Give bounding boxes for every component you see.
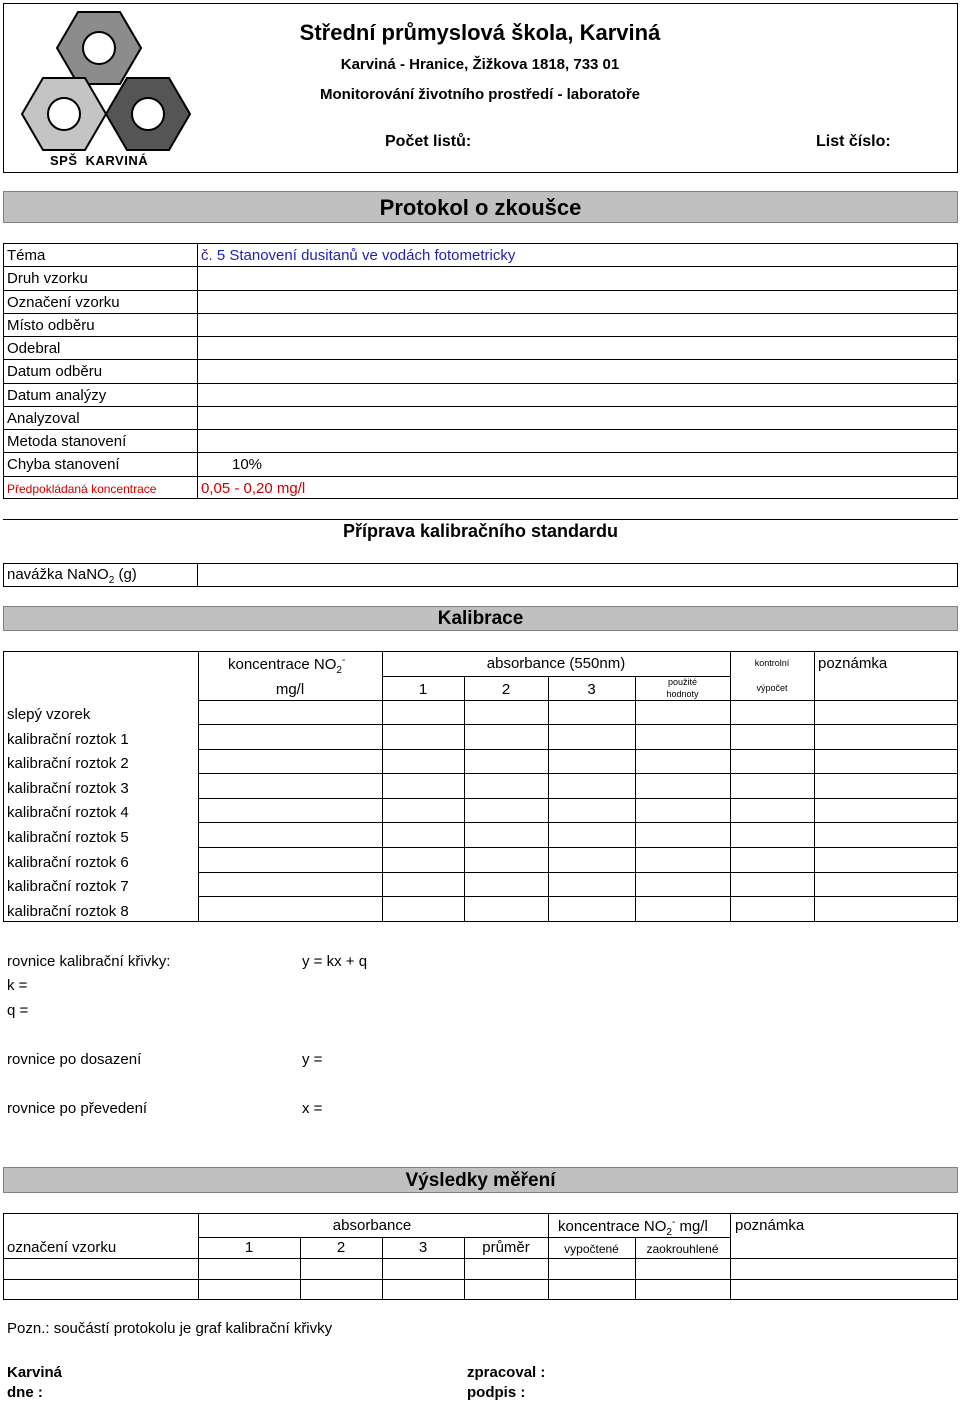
curve-formula: y = kx + q <box>302 953 368 970</box>
standard-section-title <box>3 519 958 543</box>
res-col-sample: označení vzorku <box>7 1239 117 1256</box>
info-label: Metoda stanovení <box>7 433 127 450</box>
res-col-calc: vypočtené <box>564 1242 619 1256</box>
logo-text: SPŠ KARVINÁ <box>50 153 149 168</box>
curve-label: rovnice kalibrační křivky: <box>7 953 171 970</box>
info-value[interactable]: 0,05 - 0,20 mg/l <box>201 480 306 497</box>
lab-name: Monitorování životního prostředí - laboratoře <box>319 86 640 103</box>
info-label: Místo odběru <box>7 317 95 334</box>
school-name: Střední průmyslová škola, Karviná <box>299 20 661 45</box>
res-col-avg: průměr <box>482 1239 530 1256</box>
sheet-number-label: List číslo: <box>816 133 891 150</box>
calib-abs-3: 3 <box>587 681 596 698</box>
conv-formula: x = <box>302 1100 323 1117</box>
res-col-note: poznámka <box>735 1217 805 1234</box>
calibration-row-label: kalibrační roztok 8 <box>7 903 129 920</box>
nut-icon <box>57 12 141 84</box>
school-address: Karviná - Hranice, Žižkova 1818, 733 01 <box>340 56 620 73</box>
weight-input[interactable] <box>198 564 957 586</box>
footer-date-label: dne : <box>7 1384 43 1401</box>
standard-title-text: Příprava kalibračního standardu <box>342 521 619 541</box>
res-abs-2: 2 <box>336 1239 346 1256</box>
res-abs-1: 1 <box>244 1239 254 1256</box>
calibration-row-label: kalibrační roztok 2 <box>7 755 129 772</box>
results-title <box>3 1167 958 1193</box>
calib-abs-2: 2 <box>501 681 511 698</box>
subst-label: rovnice po dosazení <box>7 1051 142 1068</box>
calibration-title <box>3 606 958 631</box>
q-label: q = <box>7 1002 29 1019</box>
calib-col-conc: koncentrace $NO_2^-$ <box>228 655 346 676</box>
calibration-row-label: kalibrační roztok 7 <box>7 878 129 895</box>
info-label: Chyba stanovení <box>7 456 120 473</box>
calibration-row-label: slepý vzorek <box>7 706 91 723</box>
calibration-row-label: kalibrační roztok 6 <box>7 854 129 871</box>
info-label: Téma <box>7 247 46 264</box>
conv-label: rovnice po převedení <box>7 1100 148 1117</box>
res-abs-3: 3 <box>418 1239 428 1256</box>
info-label: Označení vzorku <box>7 294 120 311</box>
results-title-text: Výsledky měření <box>405 1170 556 1191</box>
calib-col-note: poznámka <box>818 655 888 672</box>
footer-processed-label: zpracoval : <box>467 1364 546 1381</box>
info-label: Odebral <box>7 340 61 357</box>
calibration-row-label: kalibrační roztok 4 <box>7 804 129 821</box>
calibration-row-label: kalibrační roztok 1 <box>7 731 129 748</box>
calib-abs-1: 1 <box>418 681 428 698</box>
protocol-title <box>3 191 958 223</box>
info-label: Předpokládaná koncentrace <box>7 482 157 496</box>
footer-signature-label: podpis : <box>467 1384 526 1401</box>
calibration-row-label: kalibrační roztok 5 <box>7 829 129 846</box>
sheet-count-label: Počet listů: <box>385 133 472 150</box>
calibration-title-text: Kalibrace <box>437 608 524 629</box>
info-label: Datum analýzy <box>7 387 107 404</box>
weight-label: navážka NaNO$_2$ (g) <box>7 566 137 586</box>
calib-used-2: hodnoty <box>666 689 699 699</box>
school-logo <box>20 6 210 156</box>
k-label: k = <box>7 977 28 994</box>
footer-city: Karviná <box>7 1364 63 1381</box>
info-label: Datum odběru <box>7 363 103 380</box>
nut-icon <box>106 78 190 150</box>
res-col-round: zaokrouhlené <box>646 1242 719 1256</box>
calib-check-2: výpočet <box>756 683 788 693</box>
res-col-abs: absorbance <box>332 1217 412 1234</box>
calibration-row-label: kalibrační roztok 3 <box>7 780 129 797</box>
info-value[interactable]: č. 5 Stanovení dusitanů ve vodách fotometricky <box>201 247 516 264</box>
info-label: Druh vzorku <box>7 270 88 287</box>
nut-icon <box>22 78 106 150</box>
protocol-title-text: Protokol o zkoušce <box>379 195 582 220</box>
info-label: Analyzoval <box>7 410 80 427</box>
res-col-conc: koncentrace $NO_2^-$ mg/l <box>558 1217 708 1238</box>
calib-check-1: kontrolní <box>754 658 790 668</box>
calib-col-abs: absorbance (550nm) <box>486 655 626 672</box>
footer-note: Pozn.: součástí protokolu je graf kalibrační křivky <box>7 1320 333 1337</box>
calib-col-conc-unit: mg/l <box>275 681 305 698</box>
subst-formula: y = <box>302 1051 323 1068</box>
calib-used-1: použité <box>667 677 698 687</box>
info-table <box>3 243 958 499</box>
info-value[interactable]: 10% <box>232 456 263 473</box>
